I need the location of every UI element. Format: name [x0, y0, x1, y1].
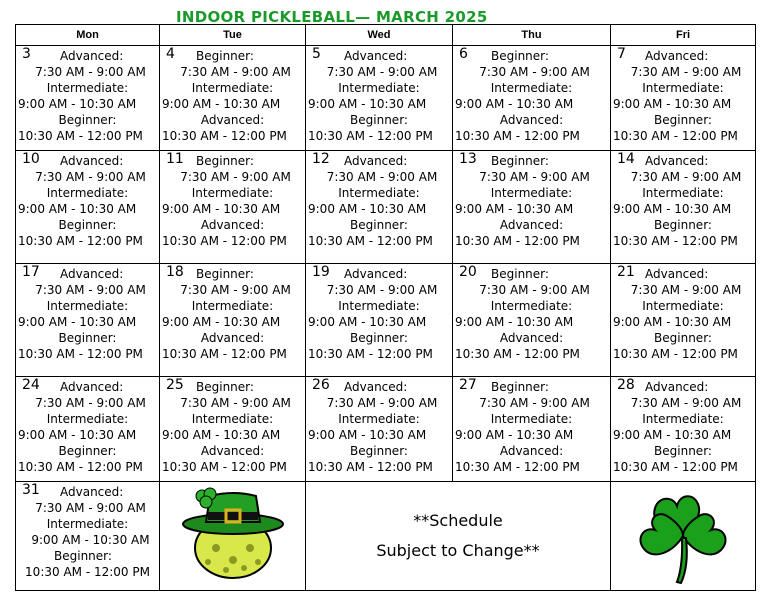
- day-number: 27: [459, 377, 477, 393]
- session-time: 9:00 AM - 10:30 AM: [162, 315, 281, 329]
- day-number: 17: [22, 264, 40, 280]
- session-time: 7:30 AM - 9:00 AM: [326, 283, 438, 297]
- day-head: [306, 377, 452, 395]
- session-level: Beginner:: [491, 154, 549, 168]
- day-head: [160, 377, 305, 395]
- session-time: 10:30 AM - 12:00 PM: [25, 565, 150, 579]
- day-cell-content: [160, 46, 305, 150]
- day-cell: [611, 151, 756, 264]
- session-time: 9:00 AM - 10:30 AM: [455, 428, 574, 442]
- day-cell-content: [611, 264, 755, 376]
- session-time: 7:30 AM - 9:00 AM: [630, 65, 742, 79]
- decoration-cell: [160, 482, 306, 591]
- day-cell: [611, 46, 756, 151]
- day-head: [453, 151, 610, 169]
- day-number: 24: [22, 377, 40, 393]
- session-level: Advanced:: [60, 267, 124, 281]
- session-time: 9:00 AM - 10:30 AM: [162, 97, 281, 111]
- session-time: 7:30 AM - 9:00 AM: [35, 501, 146, 515]
- pickleball-hole: [241, 565, 247, 571]
- weekday-header: Thu: [453, 25, 611, 46]
- session-level: Intermediate:: [490, 186, 573, 200]
- session-time: 9:00 AM - 10:30 AM: [455, 202, 574, 216]
- day-number: 11: [166, 151, 184, 167]
- session-time: 9:00 AM - 10:30 AM: [613, 97, 732, 111]
- session-time: 10:30 AM - 12:00 PM: [613, 234, 738, 248]
- week-row: [16, 46, 756, 151]
- day-cell-content: [453, 151, 610, 263]
- day-cell: [160, 151, 306, 264]
- session-level: Intermediate:: [490, 81, 573, 95]
- day-head: [160, 264, 305, 282]
- session-level: Beginner:: [350, 331, 408, 345]
- day-cell: [306, 46, 453, 151]
- session-time: 7:30 AM - 9:00 AM: [479, 170, 590, 184]
- session-level: Beginner:: [54, 549, 112, 563]
- session-level: Intermediate:: [46, 186, 129, 200]
- session-level: Beginner:: [58, 218, 117, 232]
- session-time: 10:30 AM - 12:00 PM: [162, 129, 287, 143]
- day-cell: [160, 46, 306, 151]
- session-time: 10:30 AM - 12:00 PM: [18, 129, 143, 143]
- session-level: Intermediate:: [46, 299, 129, 313]
- day-number: 25: [166, 377, 184, 393]
- day-head: [16, 151, 159, 169]
- session-time: 9:00 AM - 10:30 AM: [308, 97, 427, 111]
- day-head: [16, 377, 159, 395]
- day-cell: [16, 151, 160, 264]
- session-time: 7:30 AM - 9:00 AM: [35, 65, 146, 79]
- day-cell: [453, 264, 611, 377]
- day-cell-content: [160, 377, 305, 481]
- day-head: [611, 377, 755, 395]
- day-number: 18: [166, 264, 184, 280]
- day-head: [453, 264, 610, 282]
- day-head: [306, 264, 452, 282]
- session-time: 9:00 AM - 10:30 AM: [18, 202, 137, 216]
- day-head: [16, 482, 159, 500]
- calendar-table: [15, 24, 756, 591]
- week-row: [16, 151, 756, 264]
- session-time: 10:30 AM - 12:00 PM: [308, 234, 433, 248]
- session-level: Intermediate:: [191, 299, 274, 313]
- hat-shamrock-leaf: [200, 496, 212, 508]
- session-level: Intermediate:: [46, 81, 129, 95]
- day-cell-content: [306, 151, 452, 263]
- session-level: Beginner:: [350, 444, 408, 458]
- session-time: 10:30 AM - 12:00 PM: [455, 460, 580, 474]
- day-cell: [16, 482, 160, 591]
- session-level: Intermediate:: [46, 517, 129, 531]
- session-time: 10:30 AM - 12:00 PM: [162, 234, 287, 248]
- day-number: 31: [22, 482, 40, 498]
- day-cell-content: [306, 264, 452, 376]
- weekday-header: Mon: [16, 25, 160, 46]
- day-cell: [306, 264, 453, 377]
- session-time: 7:30 AM - 9:00 AM: [180, 283, 291, 297]
- session-level: Beginner:: [196, 380, 254, 394]
- day-number: 12: [312, 151, 330, 167]
- session-level: Advanced:: [499, 331, 564, 345]
- session-time: 10:30 AM - 12:00 PM: [162, 347, 287, 361]
- day-cell-content: [160, 264, 305, 376]
- day-head: [306, 46, 452, 64]
- session-time: 7:30 AM - 9:00 AM: [479, 65, 590, 79]
- session-time: 7:30 AM - 9:00 AM: [180, 170, 291, 184]
- session-time: 10:30 AM - 12:00 PM: [18, 234, 143, 248]
- day-cell: [453, 151, 611, 264]
- session-level: Beginner:: [654, 113, 712, 127]
- session-level: Intermediate:: [191, 412, 274, 426]
- session-time: 7:30 AM - 9:00 AM: [35, 396, 146, 410]
- day-cell: [453, 377, 611, 482]
- session-level: Advanced:: [200, 444, 265, 458]
- session-level: Advanced:: [499, 444, 564, 458]
- day-number: 10: [22, 151, 40, 167]
- day-cell: [160, 377, 306, 482]
- session-time: 7:30 AM - 9:00 AM: [35, 170, 146, 184]
- session-level: Beginner:: [654, 218, 712, 232]
- day-cell: [611, 377, 756, 482]
- session-level: Intermediate:: [642, 412, 724, 426]
- session-time: 10:30 AM - 12:00 PM: [18, 347, 143, 361]
- pickleball-hole: [229, 556, 237, 564]
- session-time: 9:00 AM - 10:30 AM: [31, 533, 150, 547]
- session-level: Advanced:: [200, 331, 265, 345]
- note-cell: [306, 482, 611, 591]
- day-cell-content: [611, 151, 755, 263]
- shamrock-stem: [677, 538, 687, 583]
- session-level: Advanced:: [60, 485, 124, 499]
- day-number: 21: [617, 264, 635, 280]
- session-level: Intermediate:: [490, 412, 573, 426]
- session-time: 9:00 AM - 10:30 AM: [18, 315, 137, 329]
- session-level: Advanced:: [344, 380, 408, 394]
- day-head: [160, 46, 305, 64]
- session-time: 9:00 AM - 10:30 AM: [162, 202, 281, 216]
- session-level: Beginner:: [654, 331, 712, 345]
- day-cell: [611, 264, 756, 377]
- weekday-header-row: [16, 25, 756, 46]
- weekday-header: Tue: [160, 25, 306, 46]
- session-level: Beginner:: [196, 154, 254, 168]
- day-head: [160, 151, 305, 169]
- day-cell: [306, 377, 453, 482]
- day-cell-content: [16, 377, 159, 481]
- week-row: [16, 377, 756, 482]
- session-time: 7:30 AM - 9:00 AM: [630, 283, 742, 297]
- week-row: [16, 482, 756, 591]
- note-line: Subject to Change**: [376, 541, 540, 560]
- day-cell-content: [160, 151, 305, 263]
- session-time: 7:30 AM - 9:00 AM: [326, 170, 438, 184]
- pickleball-hole: [223, 567, 229, 573]
- session-level: Intermediate:: [338, 299, 420, 313]
- session-level: Advanced:: [344, 154, 408, 168]
- session-time: 9:00 AM - 10:30 AM: [162, 428, 281, 442]
- day-number: 3: [22, 46, 31, 62]
- session-time: 7:30 AM - 9:00 AM: [326, 65, 438, 79]
- session-time: 10:30 AM - 12:00 PM: [455, 129, 580, 143]
- session-time: 7:30 AM - 9:00 AM: [630, 396, 742, 410]
- session-level: Beginner:: [58, 444, 117, 458]
- session-level: Advanced:: [344, 267, 408, 281]
- session-time: 10:30 AM - 12:00 PM: [308, 347, 433, 361]
- note-line: **Schedule: [413, 511, 503, 530]
- session-time: 10:30 AM - 12:00 PM: [613, 129, 738, 143]
- session-time: 7:30 AM - 9:00 AM: [630, 170, 742, 184]
- session-level: Advanced:: [344, 49, 408, 63]
- session-time: 7:30 AM - 9:00 AM: [479, 283, 590, 297]
- page-title: INDOOR PICKLEBALL— MARCH 2025: [176, 8, 488, 26]
- day-head: [453, 46, 610, 64]
- leprechaun-hat-pickleball-icon: [160, 482, 305, 590]
- day-head: [611, 151, 755, 169]
- session-level: Advanced:: [645, 380, 709, 394]
- session-time: 10:30 AM - 12:00 PM: [455, 234, 580, 248]
- session-level: Intermediate:: [338, 412, 420, 426]
- session-time: 7:30 AM - 9:00 AM: [326, 396, 438, 410]
- hat-band: [208, 512, 258, 520]
- day-cell: [16, 264, 160, 377]
- decoration-cell: [611, 482, 756, 591]
- session-level: Advanced:: [60, 49, 124, 63]
- session-level: Intermediate:: [642, 299, 724, 313]
- session-time: 7:30 AM - 9:00 AM: [35, 283, 146, 297]
- pickleball-hole: [246, 544, 254, 552]
- day-cell-content: [453, 377, 610, 481]
- session-level: Intermediate:: [490, 299, 573, 313]
- day-cell-content: [306, 377, 452, 481]
- day-number: 13: [459, 151, 477, 167]
- session-level: Advanced:: [499, 113, 564, 127]
- session-level: Advanced:: [60, 380, 124, 394]
- session-level: Advanced:: [645, 267, 709, 281]
- pickleball-hole: [255, 559, 261, 565]
- day-head: [16, 264, 159, 282]
- session-time: 10:30 AM - 12:00 PM: [613, 347, 738, 361]
- shamrock-icon: [611, 482, 755, 590]
- session-time: 9:00 AM - 10:30 AM: [18, 97, 137, 111]
- session-time: 9:00 AM - 10:30 AM: [18, 428, 137, 442]
- week-row: [16, 264, 756, 377]
- day-number: 7: [617, 46, 626, 62]
- session-level: Advanced:: [200, 218, 265, 232]
- session-level: Intermediate:: [642, 186, 724, 200]
- day-cell-content: [306, 46, 452, 150]
- weekday-header: Fri: [611, 25, 756, 46]
- session-level: Intermediate:: [46, 412, 129, 426]
- day-head: [306, 151, 452, 169]
- session-level: Beginner:: [58, 113, 117, 127]
- day-cell: [16, 46, 160, 151]
- day-cell-content: [611, 46, 755, 150]
- day-head: [611, 264, 755, 282]
- day-cell: [16, 377, 160, 482]
- session-level: Intermediate:: [191, 81, 274, 95]
- session-level: Intermediate:: [642, 81, 724, 95]
- session-level: Advanced:: [645, 154, 709, 168]
- session-level: Advanced:: [60, 154, 124, 168]
- session-time: 9:00 AM - 10:30 AM: [308, 202, 427, 216]
- day-number: 6: [459, 46, 468, 62]
- session-time: 10:30 AM - 12:00 PM: [308, 129, 433, 143]
- session-time: 10:30 AM - 12:00 PM: [455, 347, 580, 361]
- session-level: Beginner:: [350, 113, 408, 127]
- day-cell-content: [16, 482, 159, 590]
- day-cell-content: [16, 46, 159, 150]
- day-cell-content: [16, 151, 159, 263]
- day-cell-content: [453, 264, 610, 376]
- session-level: Beginner:: [491, 267, 549, 281]
- day-cell: [306, 151, 453, 264]
- session-level: Advanced:: [200, 113, 265, 127]
- session-time: 9:00 AM - 10:30 AM: [613, 202, 732, 216]
- pickleball-hole: [205, 559, 211, 565]
- session-time: 7:30 AM - 9:00 AM: [180, 396, 291, 410]
- session-time: 9:00 AM - 10:30 AM: [455, 315, 574, 329]
- day-cell-content: [611, 377, 755, 481]
- day-number: 4: [166, 46, 175, 62]
- day-number: 5: [312, 46, 321, 62]
- session-time: 9:00 AM - 10:30 AM: [308, 428, 427, 442]
- day-head: [453, 377, 610, 395]
- schedule-note: [306, 482, 610, 590]
- day-number: 19: [312, 264, 330, 280]
- day-number: 20: [459, 264, 477, 280]
- session-level: Advanced:: [499, 218, 564, 232]
- day-number: 26: [312, 377, 330, 393]
- session-level: Advanced:: [645, 49, 709, 63]
- pickleball-hole: [212, 544, 220, 552]
- session-time: 10:30 AM - 12:00 PM: [162, 460, 287, 474]
- session-time: 10:30 AM - 12:00 PM: [308, 460, 433, 474]
- day-number: 14: [617, 151, 635, 167]
- day-cell: [160, 264, 306, 377]
- session-time: 10:30 AM - 12:00 PM: [18, 460, 143, 474]
- day-cell-content: [453, 46, 610, 150]
- weekday-header: Wed: [306, 25, 453, 46]
- session-level: Beginner:: [196, 267, 254, 281]
- session-level: Beginner:: [491, 380, 549, 394]
- day-cell-content: [16, 264, 159, 376]
- session-level: Beginner:: [196, 49, 254, 63]
- day-number: 28: [617, 377, 635, 393]
- session-time: 7:30 AM - 9:00 AM: [180, 65, 291, 79]
- session-level: Beginner:: [654, 444, 712, 458]
- day-cell: [453, 46, 611, 151]
- day-head: [16, 46, 159, 64]
- session-level: Intermediate:: [191, 186, 274, 200]
- session-level: Beginner:: [58, 331, 117, 345]
- day-head: [611, 46, 755, 64]
- session-level: Beginner:: [350, 218, 408, 232]
- session-time: 9:00 AM - 10:30 AM: [455, 97, 574, 111]
- session-level: Intermediate:: [338, 81, 420, 95]
- session-time: 10:30 AM - 12:00 PM: [613, 460, 738, 474]
- session-time: 7:30 AM - 9:00 AM: [479, 396, 590, 410]
- session-level: Beginner:: [491, 49, 549, 63]
- session-time: 9:00 AM - 10:30 AM: [308, 315, 427, 329]
- session-level: Intermediate:: [338, 186, 420, 200]
- session-time: 9:00 AM - 10:30 AM: [613, 428, 732, 442]
- session-time: 9:00 AM - 10:30 AM: [613, 315, 732, 329]
